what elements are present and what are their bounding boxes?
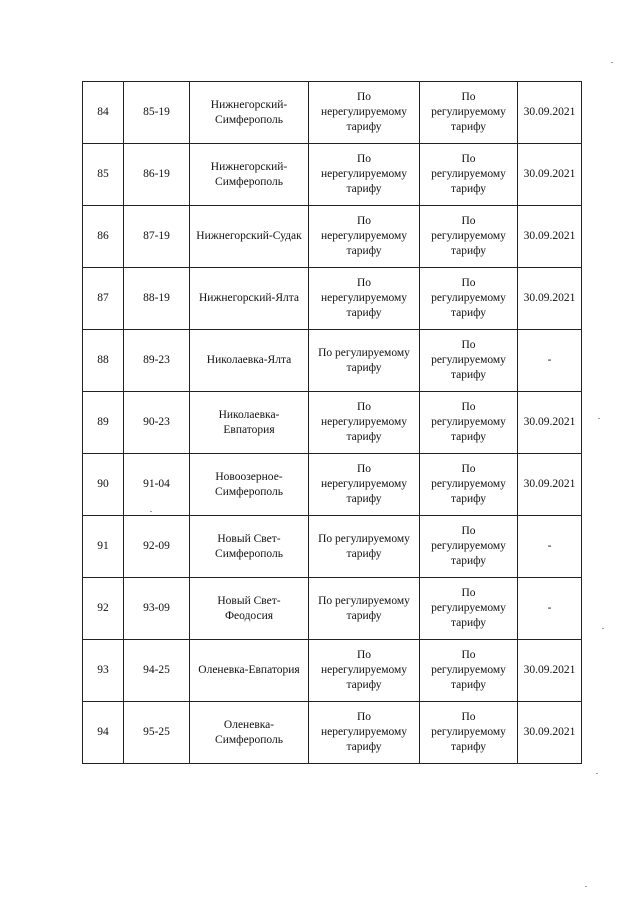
current-tariff-cell — [309, 206, 420, 268]
table-row — [83, 454, 582, 516]
route-name-cell-line: Евпатория — [223, 423, 275, 436]
row-number-cell: 86 — [83, 206, 124, 268]
planned-tariff-cell — [420, 144, 518, 206]
planned-tariff-cell — [420, 454, 518, 516]
route-name-cell-line: Нижнегорский-Судак — [196, 230, 302, 242]
current-tariff-cell-line: По — [356, 91, 372, 103]
current-tariff-cell-line: По — [356, 401, 372, 413]
planned-tariff-cell — [420, 82, 518, 144]
planned-tariff-cell-line: регулируемому — [431, 540, 506, 552]
table-row — [83, 392, 582, 454]
current-tariff-cell-line: По регулируемому — [318, 532, 410, 545]
current-tariff-cell — [309, 702, 420, 764]
current-tariff-cell-line: По — [356, 277, 372, 289]
route-name-cell — [190, 702, 309, 764]
route-name-cell — [190, 516, 309, 578]
planned-tariff-cell-line: регулируемому — [431, 230, 506, 242]
current-tariff-cell-line: По — [356, 153, 372, 165]
current-tariff-cell-line: тарифу — [346, 493, 382, 505]
planned-tariff-cell-line: регулируемому — [431, 602, 506, 614]
planned-tariff-cell-line: По — [461, 277, 476, 289]
current-tariff-cell-line: нерегулируемому — [320, 230, 408, 242]
planned-tariff-cell-line: По — [461, 711, 476, 723]
current-tariff-cell-line: нерегулируемому — [320, 106, 408, 118]
current-tariff-cell — [309, 330, 420, 392]
route-code-cell: 86-19 — [124, 144, 190, 206]
current-tariff-cell — [309, 640, 420, 702]
current-tariff-cell-line: По — [356, 649, 372, 661]
planned-tariff-cell-line: регулируемому — [431, 478, 506, 490]
route-code-cell: 85-19 — [124, 82, 190, 144]
scan-speck — [611, 62, 613, 63]
row-number-cell: 91 — [83, 516, 124, 578]
current-tariff-cell-line: тарифу — [346, 245, 382, 257]
route-name-cell-line: Симферополь — [215, 485, 283, 498]
planned-tariff-cell-line: По — [461, 153, 476, 165]
table-row — [83, 206, 582, 268]
route-name-cell — [190, 578, 309, 640]
date-cell: 30.09.2021 — [518, 392, 582, 454]
date-cell: 30.09.2021 — [518, 702, 582, 764]
current-tariff-cell-line: тарифу — [346, 431, 382, 443]
planned-tariff-cell-line: тарифу — [450, 307, 487, 319]
route-name-cell-line: Оленевка- — [223, 718, 275, 731]
table-row — [83, 144, 582, 206]
route-name-cell-line: Нижнегорский-Ялта — [198, 292, 300, 304]
current-tariff-cell-line: По — [356, 215, 372, 227]
table-row — [83, 330, 582, 392]
current-tariff-cell-line: тарифу — [346, 741, 382, 753]
route-name-cell-line: Нижнегорский- — [210, 160, 288, 173]
route-name-cell — [190, 330, 309, 392]
current-tariff-cell — [309, 144, 420, 206]
planned-tariff-cell-line: регулируемому — [431, 106, 506, 118]
planned-tariff-cell-line: регулируемому — [431, 168, 506, 180]
current-tariff-cell — [309, 578, 420, 640]
route-name-cell — [190, 82, 309, 144]
date-cell: 30.09.2021 — [518, 144, 582, 206]
planned-tariff-cell — [420, 702, 518, 764]
planned-tariff-cell-line: По — [461, 215, 476, 227]
planned-tariff-cell-line: тарифу — [450, 493, 487, 505]
date-cell: - — [518, 330, 582, 392]
planned-tariff-cell — [420, 640, 518, 702]
planned-tariff-cell-line: тарифу — [450, 679, 487, 691]
row-number-cell: 89 — [83, 392, 124, 454]
route-code-cell: 91-04 — [124, 454, 190, 516]
table-row — [83, 578, 582, 640]
route-code-cell: 95-25 — [124, 702, 190, 764]
route-name-cell-line: Новый Свет- — [217, 594, 281, 607]
planned-tariff-cell-line: По — [461, 525, 476, 537]
route-name-cell — [190, 392, 309, 454]
route-code-cell: 90-23 — [124, 392, 190, 454]
table-row — [83, 640, 582, 702]
route-code-cell: 89-23 — [124, 330, 190, 392]
current-tariff-cell-line: нерегулируемому — [320, 478, 408, 490]
current-tariff-cell-line: нерегулируемому — [320, 726, 408, 738]
current-tariff-cell-line: нерегулируемому — [320, 292, 408, 304]
current-tariff-cell-line: нерегулируемому — [320, 664, 408, 676]
planned-tariff-cell-line: тарифу — [450, 617, 487, 629]
date-cell: - — [518, 578, 582, 640]
date-cell: 30.09.2021 — [518, 640, 582, 702]
planned-tariff-cell — [420, 392, 518, 454]
row-number-cell: 84 — [83, 82, 124, 144]
table-row — [83, 82, 582, 144]
routes-table-body — [83, 82, 582, 764]
planned-tariff-cell-line: регулируемому — [431, 292, 506, 304]
planned-tariff-cell-line: регулируемому — [431, 354, 506, 366]
planned-tariff-cell-line: тарифу — [450, 369, 487, 381]
planned-tariff-cell-line: регулируемому — [431, 726, 506, 738]
route-name-cell — [190, 206, 309, 268]
row-number-cell: 87 — [83, 268, 124, 330]
date-cell: 30.09.2021 — [518, 454, 582, 516]
route-name-cell — [190, 144, 309, 206]
route-name-cell-line: Симферополь — [215, 733, 283, 746]
date-cell: 30.09.2021 — [518, 82, 582, 144]
current-tariff-cell — [309, 268, 420, 330]
planned-tariff-cell-line: По — [461, 587, 476, 599]
current-tariff-cell-line: тарифу — [346, 679, 382, 691]
planned-tariff-cell — [420, 516, 518, 578]
current-tariff-cell-line: По — [356, 711, 372, 723]
route-name-cell — [190, 268, 309, 330]
route-name-cell-line: Новоозерное- — [215, 470, 283, 483]
planned-tariff-cell-line: По — [461, 339, 476, 351]
scan-speck — [596, 773, 598, 774]
current-tariff-cell-line: тарифу — [346, 609, 382, 622]
row-number-cell: 92 — [83, 578, 124, 640]
route-name-cell-line: Феодосия — [224, 609, 274, 622]
planned-tariff-cell-line: По — [461, 463, 476, 475]
route-name-cell-line: Симферополь — [215, 113, 283, 126]
date-cell: 30.09.2021 — [518, 206, 582, 268]
route-code-cell: 93-09 — [124, 578, 190, 640]
current-tariff-cell — [309, 454, 420, 516]
route-name-cell-line: Нижнегорский- — [210, 98, 288, 111]
scan-speck — [585, 886, 587, 887]
route-name-cell-line: Симферополь — [215, 547, 283, 560]
current-tariff-cell-line: тарифу — [346, 547, 382, 560]
route-code-cell: 87-19 — [124, 206, 190, 268]
current-tariff-cell-line: По регулируемому — [318, 594, 410, 607]
current-tariff-cell — [309, 516, 420, 578]
current-tariff-cell-line: тарифу — [346, 121, 382, 133]
row-number-cell: 93 — [83, 640, 124, 702]
current-tariff-cell-line: тарифу — [346, 183, 382, 195]
table-row — [83, 268, 582, 330]
planned-tariff-cell — [420, 268, 518, 330]
route-name-cell-line: Симферополь — [215, 175, 283, 188]
planned-tariff-cell-line: регулируемому — [431, 664, 506, 676]
row-number-cell: 88 — [83, 330, 124, 392]
planned-tariff-cell — [420, 330, 518, 392]
scan-speck — [598, 418, 600, 419]
planned-tariff-cell — [420, 206, 518, 268]
planned-tariff-cell-line: По — [461, 91, 476, 103]
current-tariff-cell-line: нерегулируемому — [320, 416, 408, 428]
date-cell: - — [518, 516, 582, 578]
route-name-cell-line: Николаевка- — [218, 408, 280, 421]
planned-tariff-cell-line: тарифу — [450, 183, 487, 195]
current-tariff-cell-line: нерегулируемому — [320, 168, 408, 180]
planned-tariff-cell-line: тарифу — [450, 245, 487, 257]
route-code-cell: 92-09 — [124, 516, 190, 578]
route-name-cell-line: Новый Свет- — [217, 532, 281, 545]
row-number-cell: 90 — [83, 454, 124, 516]
route-name-cell — [190, 454, 309, 516]
row-number-cell: 85 — [83, 144, 124, 206]
current-tariff-cell-line: По — [356, 463, 372, 475]
table-row — [83, 516, 582, 578]
current-tariff-cell-line: тарифу — [346, 361, 382, 374]
scan-speck — [150, 511, 152, 512]
planned-tariff-cell-line: тарифу — [450, 121, 487, 133]
current-tariff-cell — [309, 392, 420, 454]
row-number-cell: 94 — [83, 702, 124, 764]
planned-tariff-cell-line: По — [461, 401, 476, 413]
current-tariff-cell — [309, 82, 420, 144]
planned-tariff-cell — [420, 578, 518, 640]
routes-table — [82, 81, 582, 764]
scan-speck — [602, 628, 604, 629]
planned-tariff-cell-line: регулируемому — [431, 416, 506, 428]
current-tariff-cell-line: По регулируемому — [318, 346, 410, 359]
table-row — [83, 702, 582, 764]
planned-tariff-cell-line: По — [461, 649, 476, 661]
route-name-cell — [190, 640, 309, 702]
route-code-cell: 94-25 — [124, 640, 190, 702]
current-tariff-cell-line: тарифу — [346, 307, 382, 319]
planned-tariff-cell-line: тарифу — [450, 555, 487, 567]
route-name-cell-line: Оленевка-Евпатория — [198, 664, 300, 676]
planned-tariff-cell-line: тарифу — [450, 741, 487, 753]
planned-tariff-cell-line: тарифу — [450, 431, 487, 443]
route-code-cell: 88-19 — [124, 268, 190, 330]
route-name-cell-line: Николаевка-Ялта — [206, 354, 292, 366]
date-cell: 30.09.2021 — [518, 268, 582, 330]
